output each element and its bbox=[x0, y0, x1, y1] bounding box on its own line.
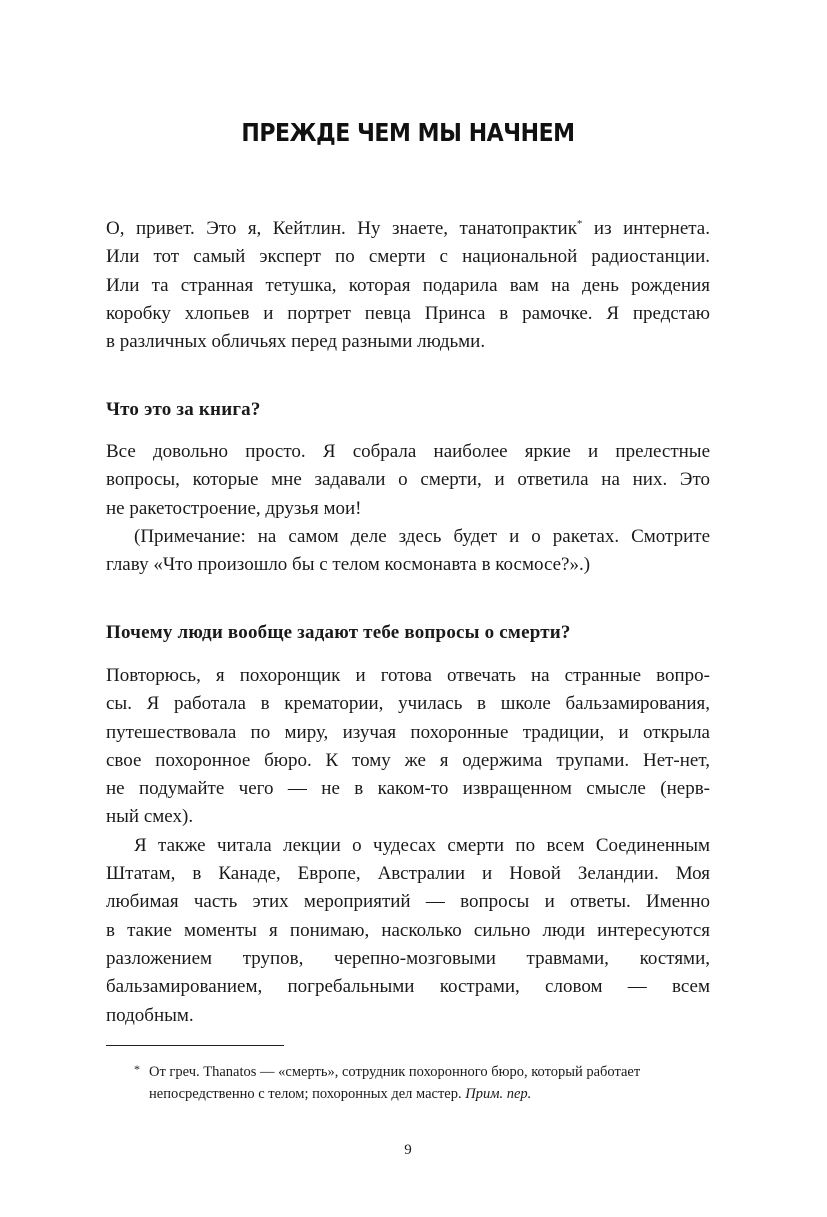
footnote-divider bbox=[106, 1045, 284, 1046]
s2-line-7: Я также читала лекции о чудесах смерти по всем Соединенным bbox=[134, 834, 710, 856]
intro-line-3: Или та странная тетушка, которая подарила вам на день рождения bbox=[106, 274, 710, 296]
s2-line-11: разложением трупов, черепно-мозговыми травмами, костями, bbox=[106, 947, 710, 969]
footnote-line-1: От греч. Thanatos — «смерть», сотрудник похоронного бюро, который работает bbox=[149, 1064, 641, 1080]
intro-line-5: в различных обличьях перед разными людьми. bbox=[106, 331, 486, 353]
s2-line-3: путешествовала по миру, изучая похоронные традиции, и открыла bbox=[106, 721, 710, 743]
s2-line-5: не подумайте чего — не в каком-то извращенном смысле (нерв- bbox=[106, 778, 710, 800]
s2-line-9: любимая часть этих мероприятий — вопросы и ответы. Именно bbox=[106, 891, 710, 913]
s2-line-8: Штатам, в Канаде, Европе, Австралии и Новой Зеландии. Моя bbox=[106, 863, 710, 885]
footnote-line-2 bbox=[106, 1084, 710, 1106]
section2-paragraph bbox=[106, 662, 710, 1030]
footnote-mark: * bbox=[134, 1062, 140, 1076]
intro-line-4: коробку хлопьев и портрет певца Принса в рамочке. Я предстаю bbox=[106, 302, 710, 324]
section-heading-2: Почему люди вообще задают тебе вопросы о смерти? bbox=[106, 622, 571, 643]
s2-line-13: подобным. bbox=[106, 1004, 194, 1026]
footnote-ref: * bbox=[576, 218, 583, 230]
translator-note: Прим. пер. bbox=[465, 1085, 532, 1102]
s2-line-6: ный смех). bbox=[106, 806, 194, 828]
page-number: 9 bbox=[404, 1142, 412, 1158]
s1-line-4: (Примечание: на самом деле здесь будет и о ракетах. Смотрите bbox=[134, 525, 710, 547]
s1-line-5: главу «Что произошло бы с телом космонавта в космосе?».) bbox=[106, 554, 591, 576]
s1-line-1: Все довольно просто. Я собрала наиболее яркие и прелестные bbox=[106, 441, 710, 462]
footnote bbox=[106, 1062, 710, 1105]
s2-line-2: сы. Я работала в крематории, училась в школе бальзамирования, bbox=[106, 693, 710, 715]
intro-paragraph bbox=[106, 215, 710, 356]
s1-line-3: не ракетостроение, друзья мои! bbox=[106, 497, 362, 519]
chapter-title: ПРЕЖДЕ ЧЕМ МЫ НАЧНЕМ bbox=[241, 118, 575, 147]
section-heading-1: Что это за книга? bbox=[106, 399, 261, 420]
s1-line-2: вопросы, которые мне задавали о смерти, и ответила на них. Это bbox=[106, 469, 710, 491]
footnote-line-2-text: непосредственно с телом; похоронных дел мастер. bbox=[149, 1085, 466, 1102]
section1-paragraph bbox=[106, 438, 710, 579]
s2-line-4: свое похоронное бюро. К тому же я одержима трупами. Нет-нет, bbox=[106, 749, 710, 771]
intro-line-2: Или тот самый эксперт по смерти с национальной радиостанции. bbox=[106, 246, 710, 268]
intro-line-1: О, привет. Это я, Кейтлин. Ну знаете, танатопрактик* из интернета. bbox=[106, 218, 710, 239]
s2-line-1: Повторюсь, я похоронщик и готова отвечать на странные вопро- bbox=[106, 665, 710, 686]
s2-line-10: в такие моменты я понимаю, насколько сильно люди интересуются bbox=[106, 919, 710, 941]
s2-line-12: бальзамированием, погребальными кострами, словом — всем bbox=[106, 976, 710, 998]
